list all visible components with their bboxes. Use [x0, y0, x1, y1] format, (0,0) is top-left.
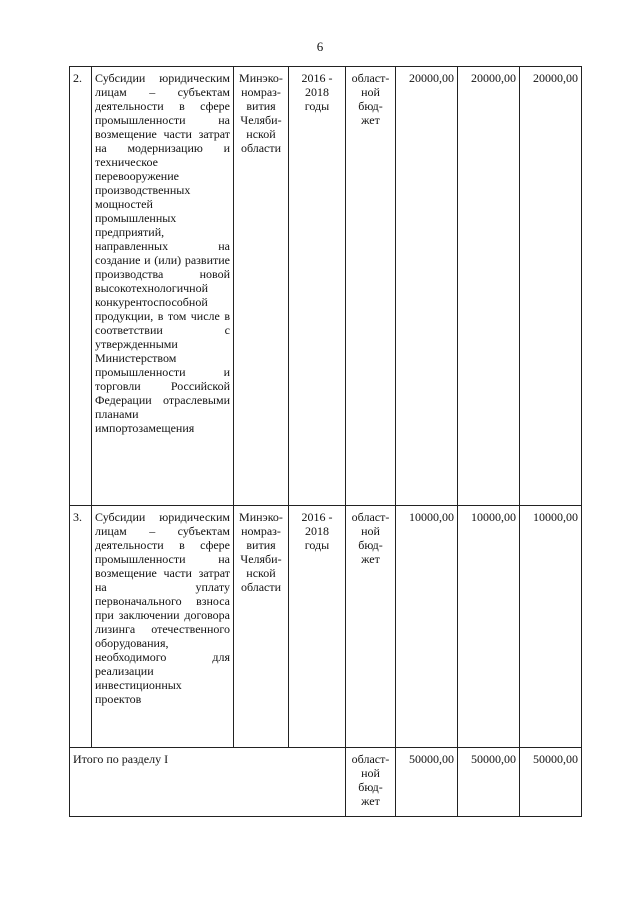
- funding-source-cell: област- ной бюд- жет: [346, 506, 396, 748]
- row-number: 3.: [70, 506, 92, 748]
- total-value-2017: 50000,00: [458, 748, 520, 817]
- value-cell-2018: 10000,00: [520, 506, 582, 748]
- funding-source-cell: област- ной бюд- жет: [346, 748, 396, 817]
- budget-table: [69, 66, 582, 817]
- table-row: [70, 67, 582, 506]
- period-cell: 2016 - 2018 годы: [289, 506, 346, 748]
- total-value-2016: 50000,00: [396, 748, 458, 817]
- funding-source-cell: област- ной бюд- жет: [346, 67, 396, 506]
- value-cell-2016: 20000,00: [396, 67, 458, 506]
- value-cell-2016: 10000,00: [396, 506, 458, 748]
- table-row: [70, 506, 582, 748]
- value-cell-2018: 20000,00: [520, 67, 582, 506]
- executor-cell: Минэко- номраз- вития Челяби- нской области: [234, 67, 289, 506]
- measure-description: Субсидии юридическим лицам – субъектам деятельности в сфере промышленности на возмещение части затрат на модернизацию и техническое перевооружение производственных мощностей промышленных предприятий, направленных на создание и (или) развитие производства новой высокотехнологичной конкурентоспособной продукции, в том числе в соответствии с утвержденными Министерством промышленности и торговли Российской Федерации отраслевыми планами импортозамещения: [92, 67, 234, 506]
- page-number: 6: [316, 39, 324, 54]
- total-value-2018: 50000,00: [520, 748, 582, 817]
- row-number: 2.: [70, 67, 92, 506]
- measure-description: Субсидии юридическим лицам – субъектам деятельности в сфере промышленности на возмещение части затрат на уплату первоначального взноса при заключении договора лизинга отечественного оборудования, необходимого для реализации инвестиционных проектов: [92, 506, 234, 748]
- executor-cell: Минэко- номраз- вития Челяби- нской области: [234, 506, 289, 748]
- value-cell-2017: 10000,00: [458, 506, 520, 748]
- total-row: [70, 748, 582, 817]
- value-cell-2017: 20000,00: [458, 67, 520, 506]
- period-cell: 2016 - 2018 годы: [289, 67, 346, 506]
- total-label: Итого по разделу I: [70, 748, 346, 817]
